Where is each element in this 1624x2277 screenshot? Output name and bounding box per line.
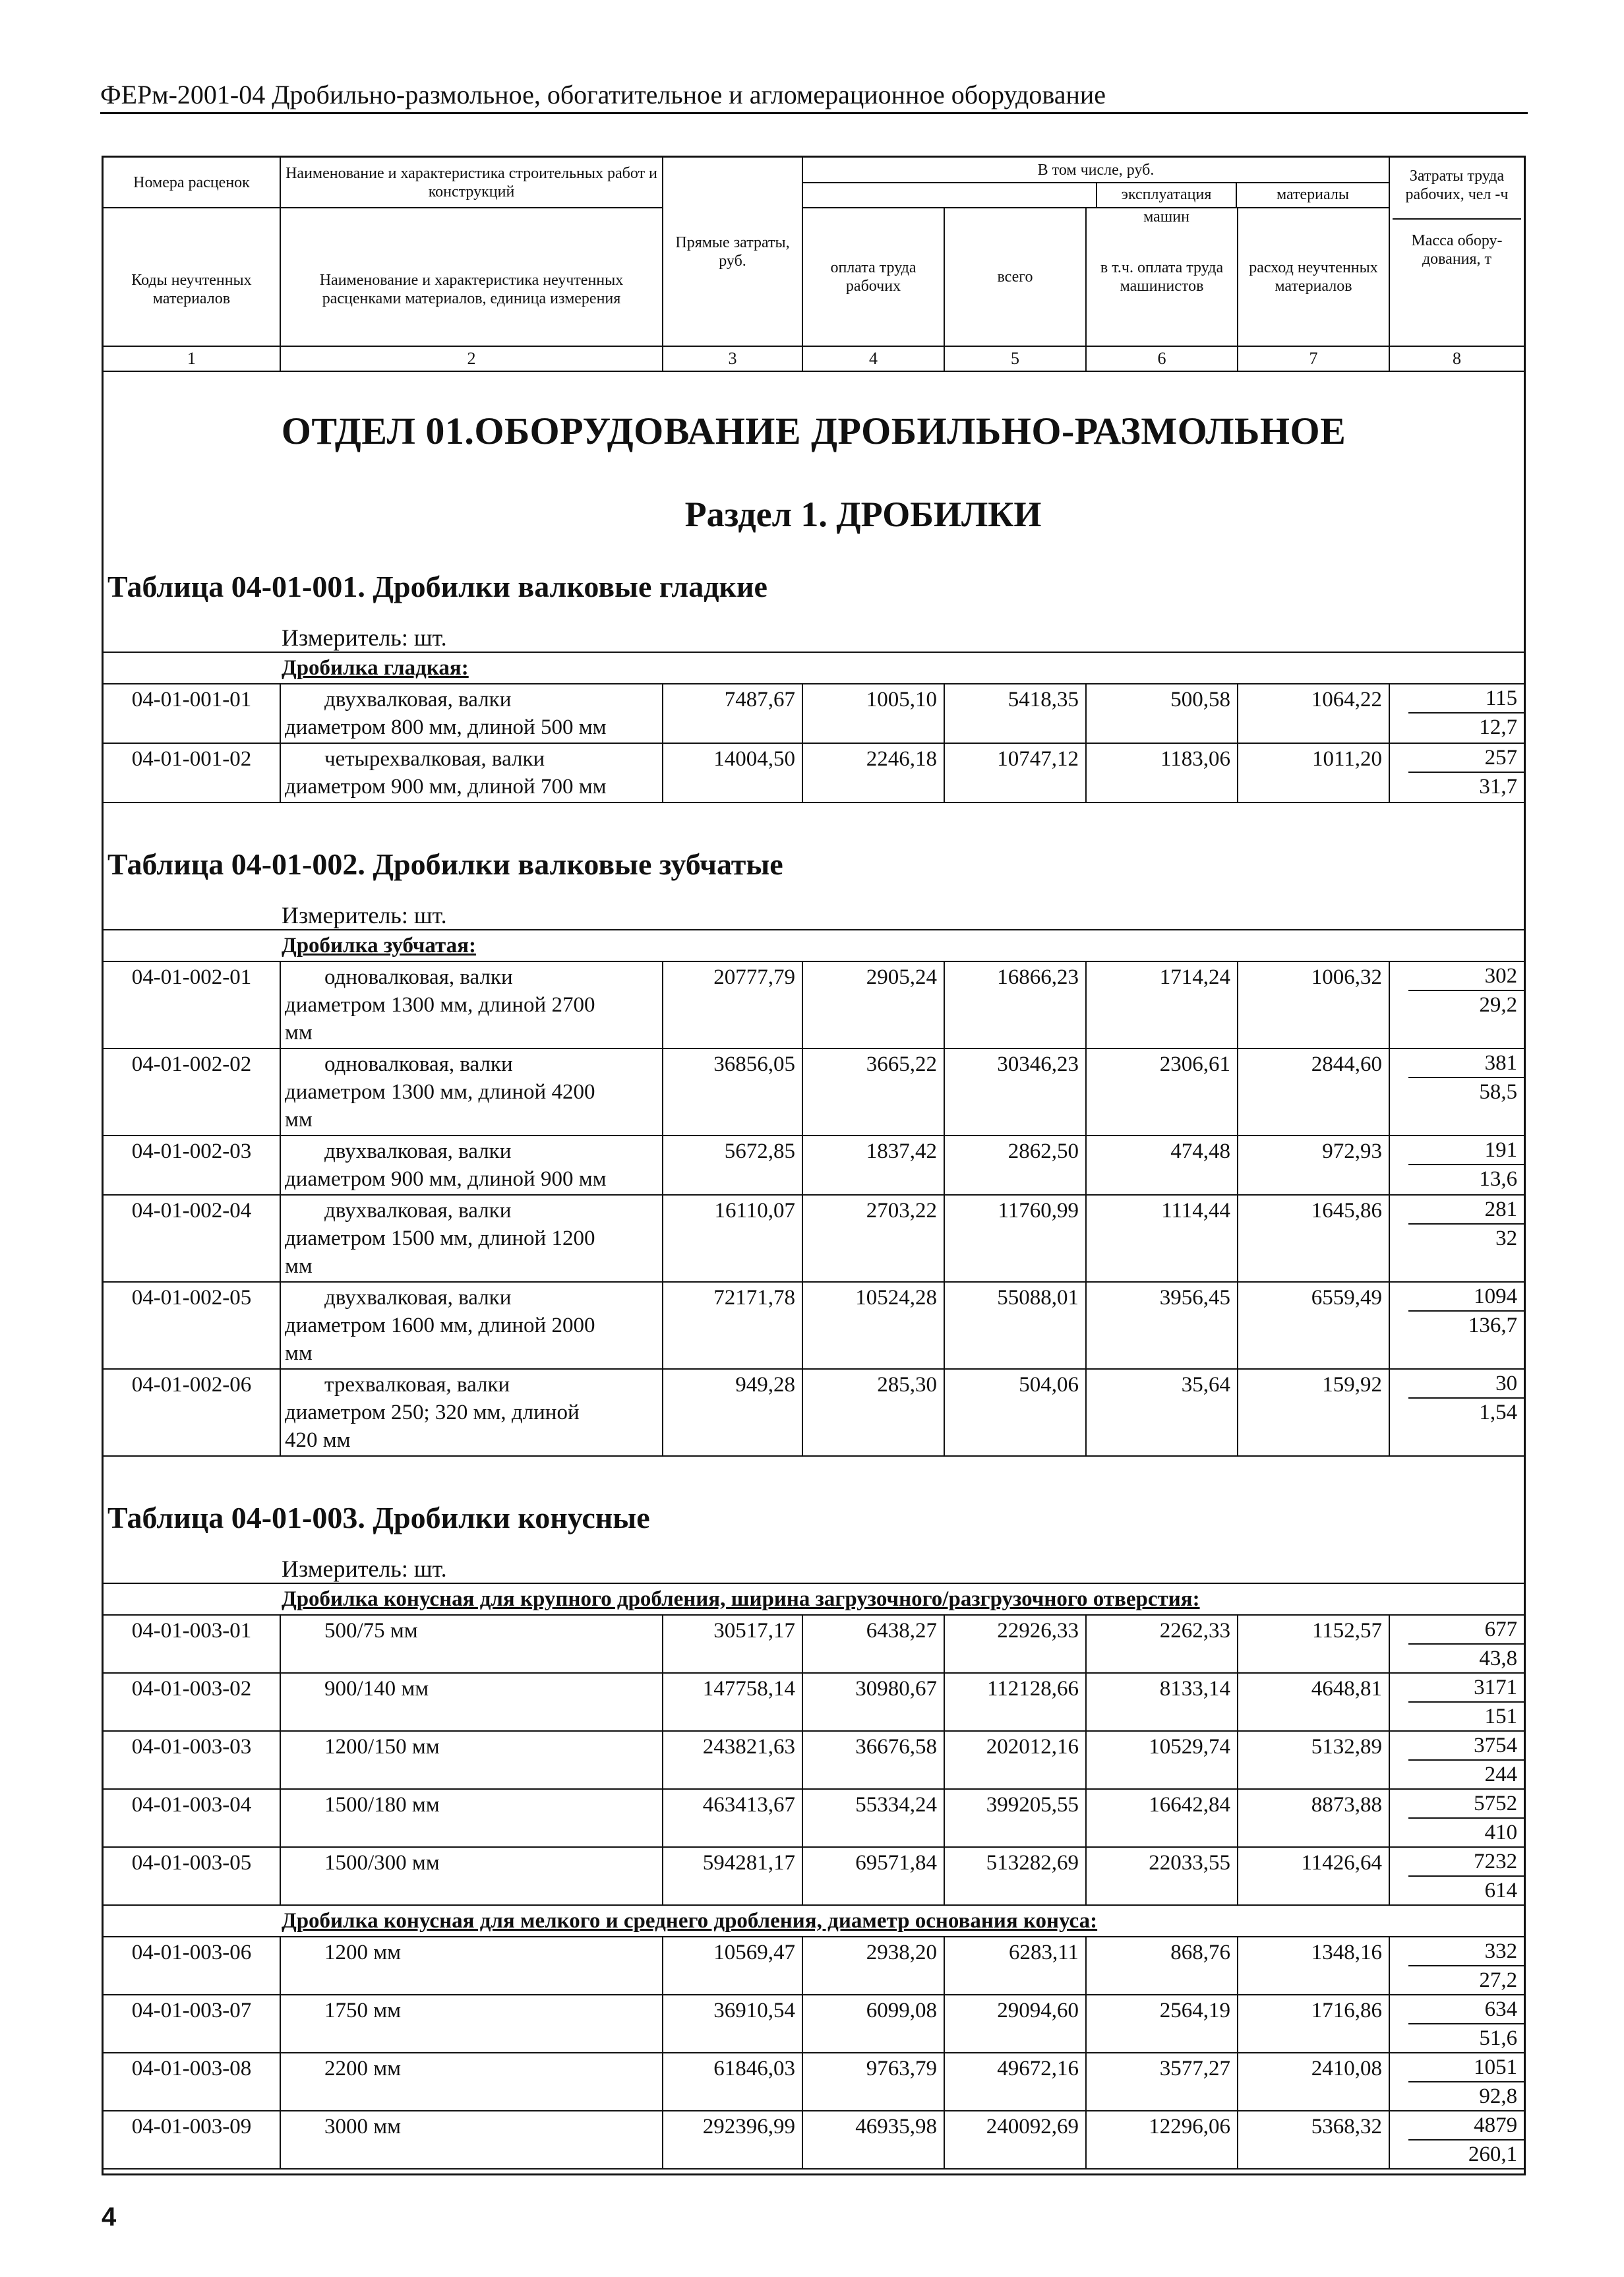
group-row (104, 1583, 1524, 1615)
main-content (104, 409, 1524, 2170)
description-line: четырехвалковая, валки (324, 747, 545, 771)
direct-costs: 16110,07 (663, 1195, 802, 1282)
description-line: диаметром 1300 мм, длиной 4200 (285, 1080, 595, 1104)
materials-cost: 2844,60 (1238, 1048, 1389, 1136)
labor-hours: 30 (1408, 1370, 1524, 1399)
machines-cost: 112128,66 (944, 1673, 1086, 1731)
rates-table (104, 652, 1524, 803)
description-line: 1200 мм (324, 1941, 402, 1964)
rate-description (280, 1731, 663, 1789)
table-row (104, 1731, 1524, 1789)
materials-cost: 1006,32 (1238, 961, 1389, 1048)
worker-pay: 10524,28 (802, 1282, 944, 1369)
equipment-mass: 43,8 (1479, 1647, 1518, 1670)
operator-pay: 3956,45 (1086, 1282, 1238, 1369)
equipment-mass: 51,6 (1479, 2026, 1518, 2050)
equipment-mass: 32 (1495, 1227, 1518, 1250)
measure-unit: Измеритель: шт. (282, 902, 447, 928)
col-header-including: В том числе, руб. (803, 158, 1389, 183)
machines-cost: 399205,55 (944, 1789, 1086, 1847)
materials-cost: 1348,16 (1238, 1937, 1389, 1995)
table-row (104, 2053, 1524, 2111)
labor-hours: 302 (1408, 962, 1524, 991)
machines-cost: 29094,60 (944, 1995, 1086, 2053)
description-line: 500/75 мм (324, 1619, 418, 1643)
labor-and-mass (1389, 1673, 1524, 1731)
group-label: Дробилка конусная для мелкого и среднего дробления, диаметр основания конуса: (104, 1905, 1524, 1937)
rate-description (280, 1195, 663, 1282)
description-line: 1200/150 мм (324, 1735, 440, 1759)
worker-pay: 6438,27 (802, 1615, 944, 1673)
table-row (104, 1282, 1524, 1369)
direct-costs: 594281,17 (663, 1847, 802, 1905)
labor-and-mass (1389, 1937, 1524, 1995)
equipment-mass: 410 (1484, 1821, 1518, 1844)
rate-description (280, 684, 663, 743)
equipment-mass: 13,6 (1479, 1167, 1518, 1191)
direct-costs: 36856,05 (663, 1048, 802, 1136)
worker-pay: 1837,42 (802, 1136, 944, 1195)
labor-and-mass (1389, 1731, 1524, 1789)
table-row (104, 1615, 1524, 1673)
table-row (104, 1937, 1524, 1995)
rate-description (280, 1136, 663, 1195)
materials-cost: 2410,08 (1238, 2053, 1389, 2111)
worker-pay: 2246,18 (802, 743, 944, 803)
table-row (104, 961, 1524, 1048)
description-line: одновалковая, валки (324, 965, 513, 989)
labor-and-mass (1389, 1195, 1524, 1282)
equipment-mass: 614 (1484, 1879, 1518, 1902)
operator-pay: 2306,61 (1086, 1048, 1238, 1136)
materials-cost: 6559,49 (1238, 1282, 1389, 1369)
materials-cost: 1064,22 (1238, 684, 1389, 743)
table-row (104, 743, 1524, 803)
rate-description (280, 2111, 663, 2169)
col-number: 1 (104, 346, 280, 371)
col-header-equipment-mass: Масса обору-дования, т (1393, 218, 1521, 268)
group-label: Дробилка конусная для крупного дробления, ширина загрузочного/разгрузочного отверстия: (104, 1583, 1524, 1615)
rate-description (280, 1282, 663, 1369)
labor-hours: 115 (1408, 684, 1524, 713)
machines-cost: 49672,16 (944, 2053, 1086, 2111)
table-row (104, 684, 1524, 743)
worker-pay: 3665,22 (802, 1048, 944, 1136)
worker-pay: 1005,10 (802, 684, 944, 743)
labor-and-mass (1389, 1789, 1524, 1847)
rate-code: 04-01-003-02 (104, 1673, 280, 1731)
col-header-rate-numbers: Номера расценок (104, 158, 280, 208)
description-line: 900/140 мм (324, 1677, 429, 1701)
equipment-mass: 12,7 (1479, 715, 1518, 739)
col-header-operator-pay: в т.ч. оплата труда машинистов (1086, 208, 1238, 346)
description-line: мм (285, 1108, 313, 1132)
operator-pay: 500,58 (1086, 684, 1238, 743)
rates-table (104, 929, 1524, 1457)
rate-code: 04-01-002-01 (104, 961, 280, 1048)
table-row (104, 1995, 1524, 2053)
section-title: Раздел 1. ДРОБИЛКИ (684, 495, 1042, 534)
labor-and-mass (1389, 961, 1524, 1048)
labor-hours: 1094 (1408, 1283, 1524, 1312)
column-header-table (104, 158, 1524, 372)
department-title: ОТДЕЛ 01.ОБОРУДОВАНИЕ ДРОБИЛЬНО-РАЗМОЛЬНОЕ (281, 410, 1346, 452)
table-title: Таблица 04-01-003. Дробилки конусные (107, 1501, 650, 1534)
rate-code: 04-01-001-01 (104, 684, 280, 743)
description-line: мм (285, 1254, 313, 1278)
group-row (104, 1905, 1524, 1937)
machines-cost: 30346,23 (944, 1048, 1086, 1136)
rate-code: 04-01-002-06 (104, 1369, 280, 1456)
page-frame (102, 156, 1526, 2175)
direct-costs: 72171,78 (663, 1282, 802, 1369)
direct-costs: 5672,85 (663, 1136, 802, 1195)
equipment-mass: 1,54 (1479, 1401, 1518, 1424)
rate-code: 04-01-003-08 (104, 2053, 280, 2111)
description-line: двухвалковая, валки (324, 1139, 512, 1163)
labor-hours: 5752 (1408, 1790, 1524, 1819)
labor-and-mass (1389, 684, 1524, 743)
description-line: диаметром 800 мм, длиной 500 мм (285, 715, 607, 739)
direct-costs: 292396,99 (663, 2111, 802, 2169)
rate-description (280, 1369, 663, 1456)
running-header: ФЕРм-2001-04 Дробильно-размольное, обогатительное и агломерационное оборудование (100, 78, 1528, 114)
materials-cost: 4648,81 (1238, 1673, 1389, 1731)
labor-and-mass (1389, 1369, 1524, 1456)
description-line: 1750 мм (324, 1999, 402, 2022)
table-row (104, 1136, 1524, 1195)
labor-hours: 281 (1408, 1196, 1524, 1225)
equipment-mass: 27,2 (1479, 1968, 1518, 1992)
operator-pay: 868,76 (1086, 1937, 1238, 1995)
worker-pay: 9763,79 (802, 2053, 944, 2111)
equipment-mass: 29,2 (1479, 993, 1518, 1017)
labor-hours: 4879 (1408, 2111, 1524, 2140)
rate-code: 04-01-001-02 (104, 743, 280, 803)
machines-cost: 504,06 (944, 1369, 1086, 1456)
col-header-materials: материалы (1276, 185, 1349, 203)
rate-code: 04-01-003-01 (104, 1615, 280, 1673)
rate-code: 04-01-003-03 (104, 1731, 280, 1789)
operator-pay: 2262,33 (1086, 1615, 1238, 1673)
direct-costs: 14004,50 (663, 743, 802, 803)
worker-pay: 6099,08 (802, 1995, 944, 2053)
worker-pay: 2703,22 (802, 1195, 944, 1282)
table-row (104, 1847, 1524, 1905)
labor-hours: 191 (1408, 1136, 1524, 1165)
machines-cost: 2862,50 (944, 1136, 1086, 1195)
rate-code: 04-01-002-03 (104, 1136, 280, 1195)
direct-costs: 10569,47 (663, 1937, 802, 1995)
description-line: двухвалковая, валки (324, 1286, 512, 1310)
description-line: одновалковая, валки (324, 1052, 513, 1076)
table-row (104, 1789, 1524, 1847)
labor-hours: 634 (1408, 1995, 1524, 2024)
rate-description (280, 743, 663, 803)
description-line: 3000 мм (324, 2115, 402, 2139)
rate-code: 04-01-002-02 (104, 1048, 280, 1136)
worker-pay: 46935,98 (802, 2111, 944, 2169)
labor-and-mass (1389, 1136, 1524, 1195)
table-row (104, 1048, 1524, 1136)
labor-hours: 257 (1408, 744, 1524, 773)
direct-costs: 36910,54 (663, 1995, 802, 2053)
page-number: 4 (102, 2202, 117, 2231)
machines-cost: 6283,11 (944, 1937, 1086, 1995)
rate-description (280, 1789, 663, 1847)
col-number: 6 (1086, 346, 1238, 371)
equipment-mass: 58,5 (1479, 1080, 1518, 1104)
rate-code: 04-01-003-04 (104, 1789, 280, 1847)
equipment-mass: 244 (1484, 1763, 1518, 1786)
description-line: диаметром 1500 мм, длиной 1200 (285, 1227, 595, 1250)
col-header-material-consumption: расход неучтенных материалов (1238, 208, 1389, 346)
col-header-machines: эксплуатация машин (1096, 183, 1237, 207)
direct-costs: 7487,67 (663, 684, 802, 743)
labor-and-mass (1389, 1847, 1524, 1905)
description-line: двухвалковая, валки (324, 688, 512, 712)
operator-pay: 12296,06 (1086, 2111, 1238, 2169)
col-number: 3 (663, 346, 802, 371)
materials-cost: 1645,86 (1238, 1195, 1389, 1282)
materials-cost: 1716,86 (1238, 1995, 1389, 2053)
table-title: Таблица 04-01-001. Дробилки валковые гладкие (107, 570, 767, 603)
labor-hours: 677 (1408, 1616, 1524, 1645)
table-row (104, 1369, 1524, 1456)
equipment-mass: 136,7 (1468, 1314, 1518, 1337)
rates-table (104, 1583, 1524, 2170)
labor-and-mass (1389, 1615, 1524, 1673)
measure-unit: Измеритель: шт. (282, 1556, 447, 1582)
table-row (104, 1673, 1524, 1731)
worker-pay: 55334,24 (802, 1789, 944, 1847)
rate-description (280, 1847, 663, 1905)
labor-and-mass (1389, 2053, 1524, 2111)
group-row (104, 930, 1524, 961)
col-number: 4 (802, 346, 944, 371)
tables-container (104, 569, 1524, 2170)
materials-cost: 972,93 (1238, 1136, 1389, 1195)
materials-cost: 5132,89 (1238, 1731, 1389, 1789)
rate-description (280, 1673, 663, 1731)
col-header-direct-costs: Прямые затраты, руб. (663, 158, 802, 346)
col-header-worker-pay: оплата труда рабочих (802, 208, 944, 346)
description-line: 2200 мм (324, 2057, 402, 2080)
rate-description (280, 1048, 663, 1136)
col-header-machines-total: всего (944, 208, 1086, 346)
machines-cost: 11760,99 (944, 1195, 1086, 1282)
operator-pay: 22033,55 (1086, 1847, 1238, 1905)
machines-cost: 16866,23 (944, 961, 1086, 1048)
col-number: 8 (1389, 346, 1524, 371)
table-row (104, 2111, 1524, 2169)
description-line: мм (285, 1341, 313, 1365)
direct-costs: 30517,17 (663, 1615, 802, 1673)
operator-pay: 1714,24 (1086, 961, 1238, 1048)
machines-cost: 22926,33 (944, 1615, 1086, 1673)
worker-pay: 2905,24 (802, 961, 944, 1048)
rate-code: 04-01-003-09 (104, 2111, 280, 2169)
description-line: двухвалковая, валки (324, 1199, 512, 1223)
labor-hours: 7232 (1408, 1848, 1524, 1877)
operator-pay: 35,64 (1086, 1369, 1238, 1456)
operator-pay: 1114,44 (1086, 1195, 1238, 1282)
rate-description (280, 1615, 663, 1673)
rate-description (280, 2053, 663, 2111)
description-line: 420 мм (285, 1428, 351, 1452)
description-line: диаметром 1300 мм, длиной 2700 (285, 993, 595, 1017)
direct-costs: 61846,03 (663, 2053, 802, 2111)
col-header-work-name: Наименование и характеристика строительных работ и конструкций (280, 158, 663, 208)
worker-pay: 69571,84 (802, 1847, 944, 1905)
description-line: диаметром 900 мм, длиной 700 мм (285, 775, 607, 799)
equipment-mass: 92,8 (1479, 2084, 1518, 2108)
rate-code: 04-01-002-05 (104, 1282, 280, 1369)
rate-code: 04-01-002-04 (104, 1195, 280, 1282)
labor-and-mass (1389, 2111, 1524, 2169)
labor-hours: 1051 (1408, 2053, 1524, 2082)
materials-cost: 1152,57 (1238, 1615, 1389, 1673)
col-number: 5 (944, 346, 1086, 371)
direct-costs: 243821,63 (663, 1731, 802, 1789)
machines-cost: 5418,35 (944, 684, 1086, 743)
worker-pay: 30980,67 (802, 1673, 944, 1731)
equipment-mass: 151 (1484, 1705, 1518, 1728)
table-row (104, 1195, 1524, 1282)
col-number: 2 (280, 346, 663, 371)
col-header-labor-costs: Затраты труда рабочих, чел -ч (1405, 167, 1509, 203)
labor-hours: 3171 (1408, 1674, 1524, 1703)
table-title: Таблица 04-01-002. Дробилки валковые зубчатые (107, 847, 783, 881)
group-label: Дробилка зубчатая: (104, 930, 1524, 961)
worker-pay: 36676,58 (802, 1731, 944, 1789)
description-line: диаметром 1600 мм, длиной 2000 (285, 1314, 595, 1337)
operator-pay: 474,48 (1086, 1136, 1238, 1195)
materials-cost: 1011,20 (1238, 743, 1389, 803)
equipment-mass: 260,1 (1468, 2142, 1518, 2166)
group-row (104, 652, 1524, 684)
rate-description (280, 1937, 663, 1995)
direct-costs: 949,28 (663, 1369, 802, 1456)
direct-costs: 20777,79 (663, 961, 802, 1048)
description-line: 1500/180 мм (324, 1793, 440, 1817)
measure-unit: Измеритель: шт. (282, 624, 447, 651)
operator-pay: 8133,14 (1086, 1673, 1238, 1731)
description-line: 1500/300 мм (324, 1851, 440, 1875)
rate-description (280, 1995, 663, 2053)
machines-cost: 513282,69 (944, 1847, 1086, 1905)
description-line: трехвалковая, валки (324, 1373, 510, 1397)
labor-and-mass (1389, 1282, 1524, 1369)
rate-code: 04-01-003-06 (104, 1937, 280, 1995)
labor-and-mass (1389, 1995, 1524, 2053)
description-line: диаметром 900 мм, длиной 900 мм (285, 1167, 607, 1191)
direct-costs: 147758,14 (663, 1673, 802, 1731)
rate-description (280, 961, 663, 1048)
rate-code: 04-01-003-07 (104, 1995, 280, 2053)
operator-pay: 2564,19 (1086, 1995, 1238, 2053)
group-label: Дробилка гладкая: (104, 652, 1524, 684)
col-number: 7 (1238, 346, 1389, 371)
machines-cost: 240092,69 (944, 2111, 1086, 2169)
direct-costs: 463413,67 (663, 1789, 802, 1847)
machines-cost: 55088,01 (944, 1282, 1086, 1369)
materials-cost: 159,92 (1238, 1369, 1389, 1456)
operator-pay: 1183,06 (1086, 743, 1238, 803)
operator-pay: 3577,27 (1086, 2053, 1238, 2111)
operator-pay: 16642,84 (1086, 1789, 1238, 1847)
labor-hours: 332 (1408, 1937, 1524, 1966)
materials-cost: 11426,64 (1238, 1847, 1389, 1905)
labor-and-mass (1389, 1048, 1524, 1136)
col-header-material-codes: Коды неучтенных материалов (104, 208, 280, 346)
worker-pay: 285,30 (802, 1369, 944, 1456)
rate-code: 04-01-003-05 (104, 1847, 280, 1905)
labor-and-mass (1389, 743, 1524, 803)
machines-cost: 10747,12 (944, 743, 1086, 803)
equipment-mass: 31,7 (1479, 775, 1518, 799)
col-header-material-names: Наименование и характеристика неучтенных расценками материалов, единица измерения (280, 208, 663, 346)
worker-pay: 2938,20 (802, 1937, 944, 1995)
description-line: мм (285, 1021, 313, 1045)
materials-cost: 8873,88 (1238, 1789, 1389, 1847)
materials-cost: 5368,32 (1238, 2111, 1389, 2169)
description-line: диаметром 250; 320 мм, длиной (285, 1401, 580, 1424)
machines-cost: 202012,16 (944, 1731, 1086, 1789)
labor-hours: 3754 (1408, 1732, 1524, 1761)
labor-hours: 381 (1408, 1049, 1524, 1078)
operator-pay: 10529,74 (1086, 1731, 1238, 1789)
